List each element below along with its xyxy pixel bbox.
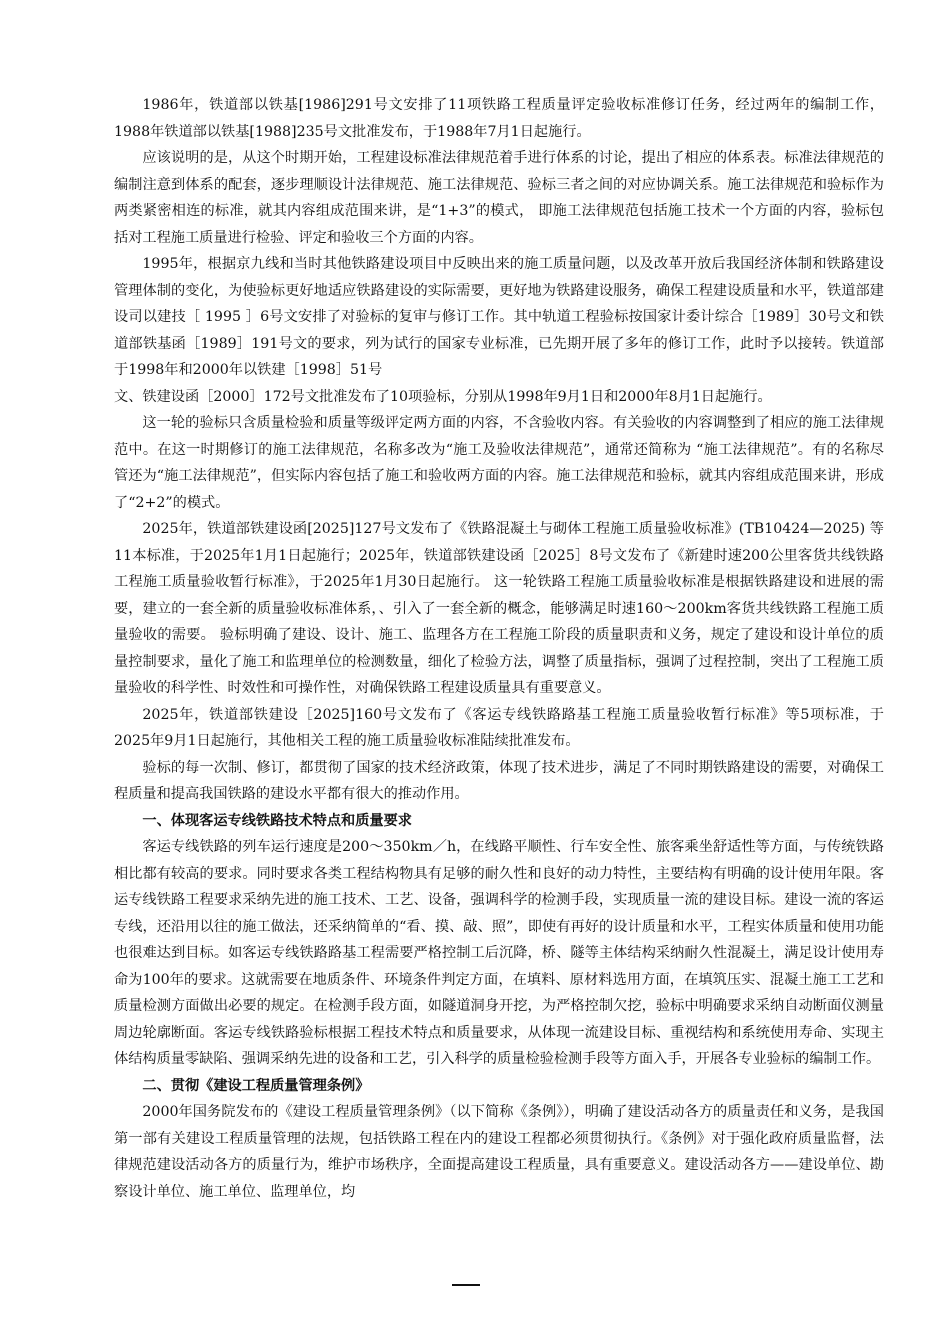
section-1-body: 客运专线铁路的列车运行速度是200～350km／h，在线路平顺性、行车安全性、旅客乘坐舒适性等方面，与传统铁路相比都有较高的要求。同时要求各类工程结构物具有足够的耐久性和良好的动力特性，主要结构有明确的设计使用年限。客运专线铁路工程要求采纳先进的施工技术、工艺、设备，强调科学的检测手段，实现质量一流的建设目标。建设一流的客运专线，还沿用以往的施工做法，还采纳简单的“看、摸、敲、照”，即使有再好的设计质量和水平，工程实体质量和使用功能也很难达到目标。如客运专线铁路路基工程需要严格控制工后沉降，桥、隧等主体结构采纳耐久性混凝土，满足设计使用寿命为100年的要求。这就需要在地质条件、环境条件判定方面，在填料、原材料选用方面，在填筑压实、混凝土施工工艺和质量检测方面做出必要的规定。在检测手段方面，如隧道洞身开挖，为严格控制欠挖，验标中明确要求采纳自动断面仪测量周边轮廓断面。客运专线铁路验标根据工程技术特点和质量要求，从体现一流建设目标、重视结构和系统使用寿命、实现主体结构质量零缺陷、强调采纳先进的设备和工艺，引入科学的质量检验检测手段等方面入手，开展各专业验标的编制工作。	[114, 839, 884, 1067]
document-page	[114, 92, 884, 1205]
paragraph-revision-summary: 验标的每一次制、修订，都贯彻了国家的技术经济政策，体现了技术进步，满足了不同时期铁路建设的需要，对确保工程质量和提高我国铁路的建设水平都有很大的推动作用。	[114, 759, 884, 802]
page-footer-dash	[452, 1284, 480, 1286]
paragraph-1995-continued: 文、铁建设函［2000］172号文批准发布了10项验标，分别从1998年9月1日和2000年8月1日起施行。	[114, 388, 772, 405]
paragraph-2025-standards: 2025年，铁道部铁建设函[2025]127号文发布了《铁路混凝土与砌体工程施工质量验收标准》(TB10424—2025) 等11本标准，于2025年1月1日起施行；2025年，铁道部铁建设函［2025］8号文发布了《新建时速200公里客货共线铁路工程施工质量验收暂行标准》，于2025年1月30日起施行。 这一轮铁路工程施工质量验收标准是根据铁路建设和进展的需要，建立的一套全新的质量验收标准体系，、引入了一套全新的概念，能够满足时速160～200km客货共线铁路工程施工质量验收的需要。 验标明确了建设、设计、施工、监理各方在工程施工阶段的质量职责和义务，规定了建设和设计单位的质量控制要求，量化了施工和监理单位的检测数量，细化了检验方法，调整了质量指标，强调了过程控制，突出了工程施工质量验收的科学性、时效性和可操作性，对确保铁路工程建设质量具有重要意义。	[114, 521, 884, 696]
paragraph-2025-passenger-line: 2025年，铁道部铁建设［2025]160号文发布了《客运专线铁路路基工程施工质量验收暂行标准》等5项标准，于2025年9月1日起施行，其他相关工程的施工质量验收标准陆续批准发布。	[114, 706, 884, 749]
paragraph-system-discussion: 应该说明的是，从这个时期开始，工程建设标准法律规范着手进行体系的讨论，提出了相应的体系表。标准法律规范的编制注意到体系的配套，逐步理顺设计法律规范、施工法律规范、验标三者之间的对应协调关系。施工法律规范和验标作为两类紧密相连的标准，就其内容组成范围来讲，是“1+3”的模式， 即施工法律规范包括施工技术一个方面的内容，验标包括对工程施工质量进行检验、评定和验收三个方面的内容。	[114, 150, 884, 246]
section-heading-2: 二、贯彻《建设工程质量管理条例》	[142, 1077, 370, 1094]
paragraph-1986: 1986年，铁道部以铁基[1986]291号文安排了11项铁路工程质量评定验收标准修订任务，经过两年的编制工作，1988年铁道部以铁基[1988]235号文批准发布，于1988年7月1日起施行。	[114, 97, 884, 140]
section-2-body: 2000年国务院发布的《建设工程质量管理条例》（以下简称《条例》），明确了建设活动各方的质量责任和义务，是我国第一部有关建设工程质量管理的法规，包括铁路工程在内的建设工程都必须贯彻执行。《条例》对于强化政府质量监督，法律规范建设活动各方的质量行为，维护市场秩序，全面提高建设工程质量，具有重要意义。建设活动各方——建设单位、勘察设计单位、施工单位、监理单位，均	[114, 1104, 884, 1200]
paragraph-1995: 1995年，根据京九线和当时其他铁路建设项目中反映出来的施工质量问题，以及改革开放后我国经济体制和铁路建设管理体制的变化，为使验标更好地适应铁路建设的实际需要，更好地为铁路建设服务，确保工程建设质量和水平，铁道部建设司以建技［ 1995 ］6号文安排了对验标的复审与修订工作。其中轨道工程验标按国家计委计综合［1989］30号文和铁道部铁基函［1989］191号文的要求，列为试行的国家专业标准，已先期开展了多年的修订工作，此时予以接转。铁道部于1998年和2000年以铁建［1998］51号	[114, 256, 884, 378]
section-heading-1: 一、体现客运专线铁路技术特点和质量要求	[142, 812, 412, 829]
paragraph-2plus2-mode: 这一轮的验标只含质量检验和质量等级评定两方面的内容，不含验收内容。有关验收的内容调整到了相应的施工法律规范中。在这一时期修订的施工法律规范，名称多改为“施工及验收法律规范”，通常还简称为 “施工法律规范”。有的名称尽管还为“施工法律规范”，但实际内容包括了施工和验收两方面的内容。施工法律规范和验标，就其内容组成范围来讲，形成了“2+2”的模式。	[114, 415, 884, 511]
